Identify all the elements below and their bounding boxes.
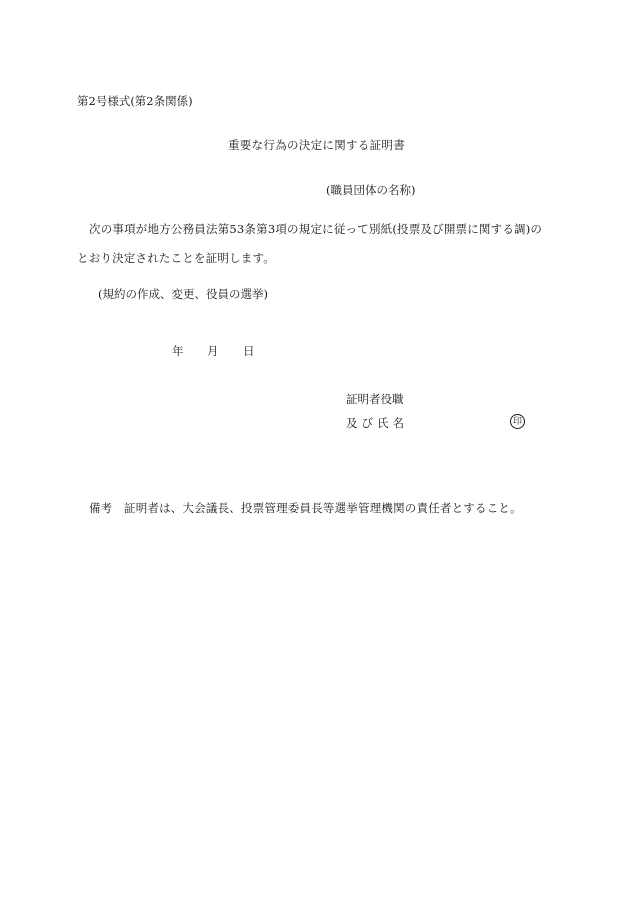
decision-matters: (規約の作成、変更、役員の選挙) — [98, 287, 268, 301]
certification-text-line-2: とおり決定されたことを証明します。 — [77, 251, 275, 265]
seal-icon: 印 — [510, 414, 525, 429]
remarks-label: 備考 — [89, 501, 112, 515]
date-year-label: 年 — [172, 344, 184, 358]
date-day-label: 日 — [243, 344, 255, 358]
signer-title-label: 証明者役職 — [346, 392, 404, 406]
certification-text-line-1: 次の事項が地方公務員法第53条第3項の規定に従って別紙(投票及び開票に関する調)の — [89, 222, 543, 236]
date-month-label: 月 — [207, 344, 219, 358]
remarks-text: 証明者は、大会議長、投票管理委員長等選挙管理機関の責任者とすること。 — [124, 501, 522, 515]
document-title: 重要な行為の決定に関する証明書 — [228, 138, 405, 152]
organization-name-placeholder: (職員団体の名称) — [326, 183, 416, 197]
form-number: 第2号様式(第2条関係) — [77, 94, 193, 108]
signer-name-label: 及び氏名 — [346, 416, 408, 430]
